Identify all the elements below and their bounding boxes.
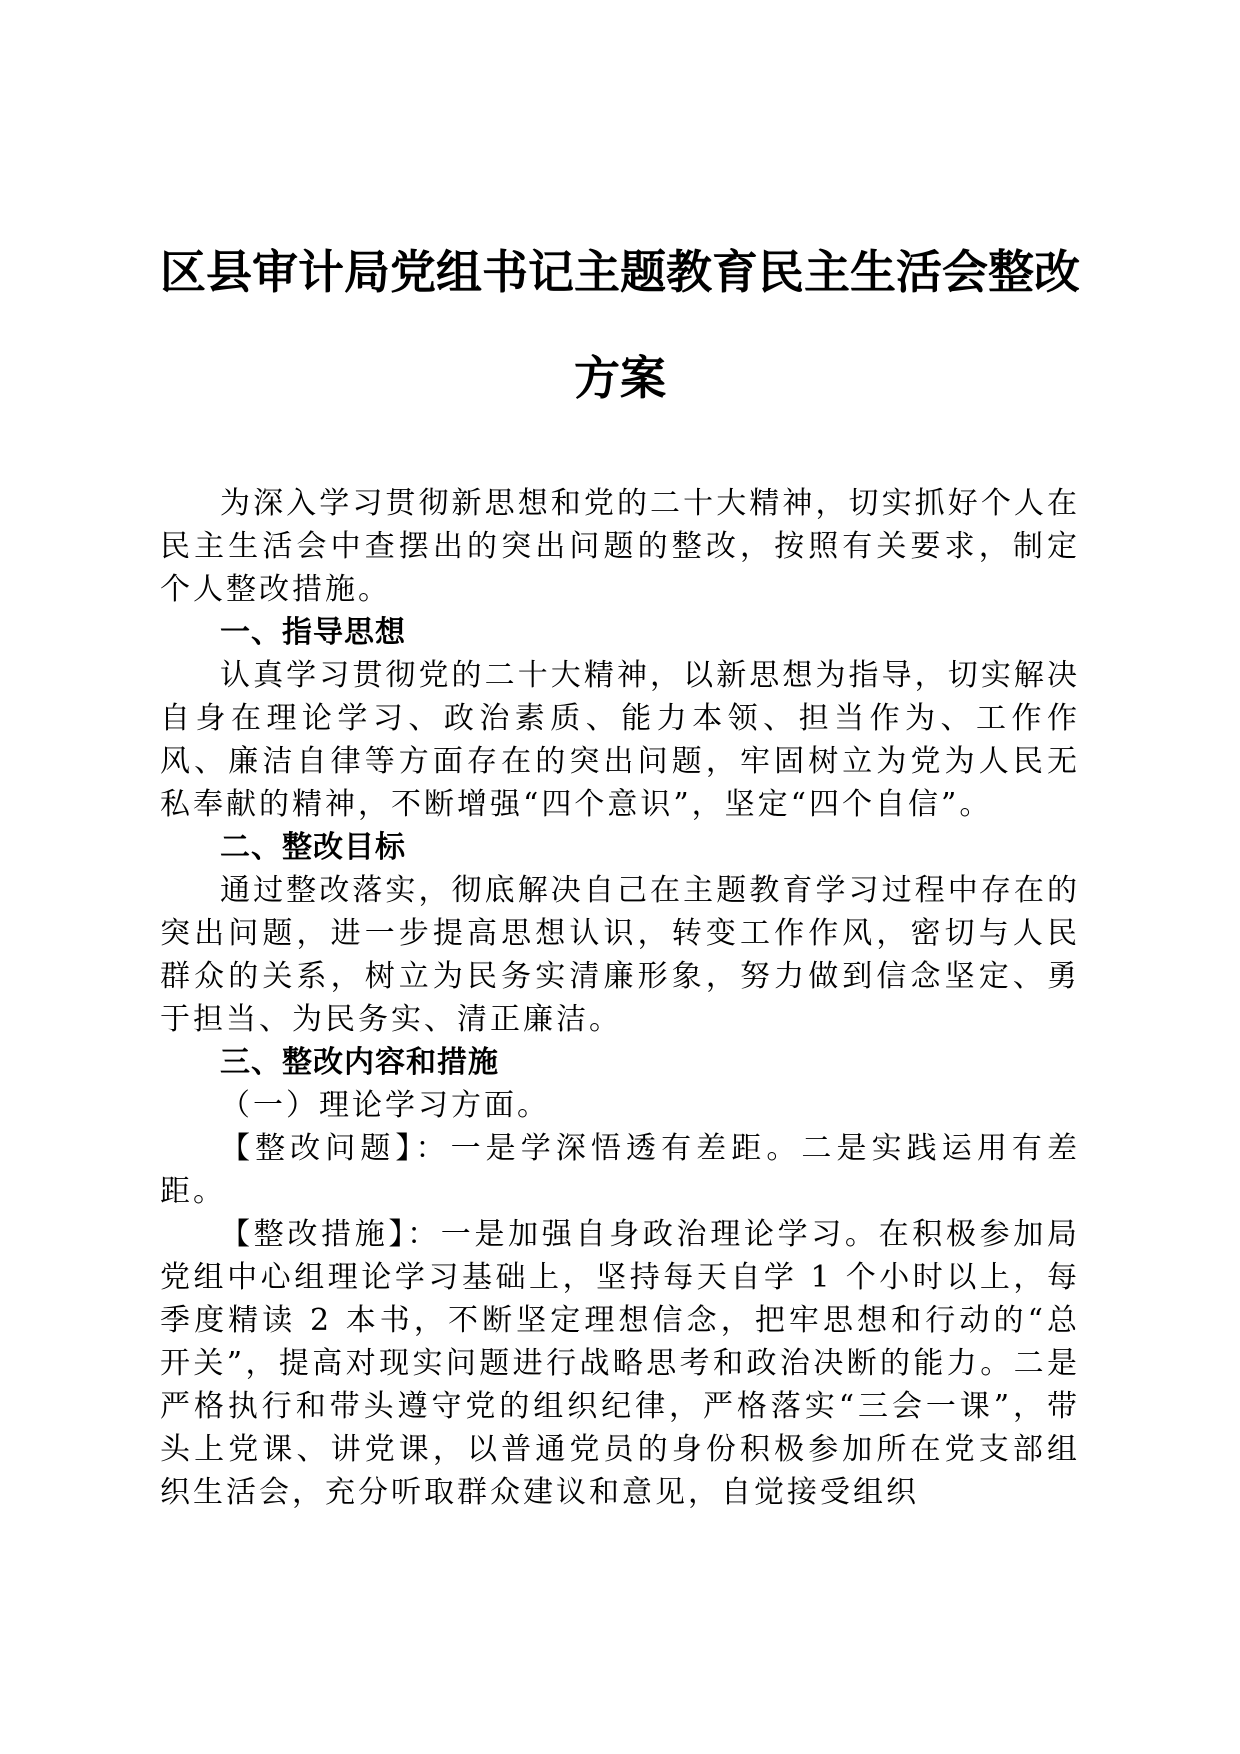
- measure-text: 一是加强自身政治理论学习。在积极参加局党组中心组理论学习基础上，坚持每天自学 1 个小时以上，每季度精读 2 本书，不断坚定理想信念，把牢思想和行动的“总开关”，提高对现实问题进行战略思考和政治决断的能力。二是严格执行和带头遵守党的组织纪律，严格落实“三会一课”，带头上党课、讲党课，以普通党员的身份积极参加所在党支部组织生活会，充分听取群众建议和意见，自觉接受组织: [160, 1217, 1081, 1510]
- section-heading-content-measures: 三、整改内容和措施: [220, 1045, 499, 1080]
- title-line-2: 方案: [574, 351, 666, 405]
- document-title: [160, 240, 1080, 410]
- section-paragraph-guiding-thought: 认真学习贯彻党的二十大精神，以新思想为指导，切实解决自身在理论学习、政治素质、能力本领、担当作为、工作作风、廉洁自律等方面存在的突出问题，牢固树立为党为人民无私奉献的精神，不断增强“四个意识”，坚定“四个自信”。: [160, 658, 1080, 822]
- title-line-1: 区县审计局党组书记主题教育民主生活会整改: [160, 245, 1080, 299]
- section-paragraph-rectification-goal: 通过整改落实，彻底解决自己在主题教育学习过程中存在的突出问题，进一步提高思想认识，转变工作作风，密切与人民群众的关系，树立为民务实清廉形象，努力做到信念坚定、勇于担当、为民务实、清正廉洁。: [160, 873, 1080, 1037]
- section-heading-guiding-thought: 一、指导思想: [220, 615, 406, 650]
- section-heading-rectification-goal: 二、整改目标: [220, 830, 406, 865]
- measure-paragraph: [160, 1213, 1080, 1514]
- problem-paragraph: [160, 1127, 1080, 1213]
- document-body: [160, 482, 1080, 1514]
- problem-text: 一是学深悟透有差距。二是实践运用有差距。: [160, 1131, 1081, 1209]
- problem-label: 【整改问题】：: [220, 1131, 451, 1166]
- document-page: [160, 240, 1080, 1514]
- intro-paragraph: 为深入学习贯彻新思想和党的二十大精神，切实抓好个人在民主生活会中查摆出的突出问题的整改，按照有关要求，制定个人整改措施。: [160, 486, 1080, 607]
- subsection-heading-theory-study: （一）理论学习方面。: [220, 1088, 550, 1123]
- measure-label: 【整改措施】：: [220, 1217, 441, 1252]
